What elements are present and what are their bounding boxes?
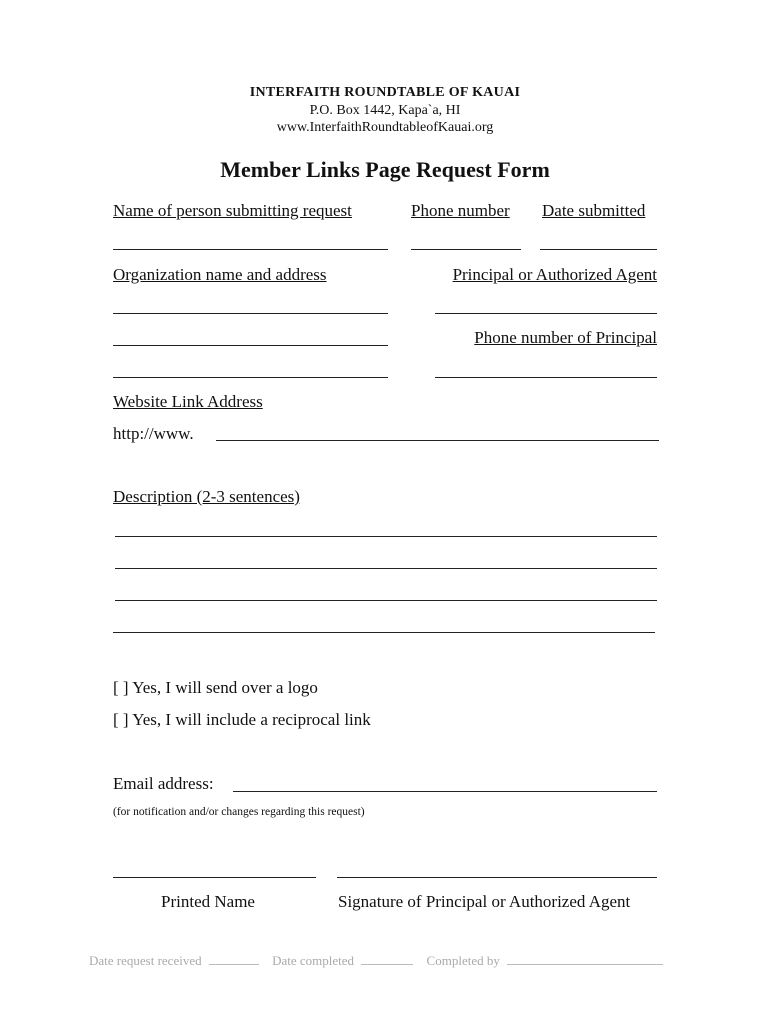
signature-field[interactable] (337, 877, 657, 878)
description-line-4[interactable] (113, 632, 655, 633)
description-line-1[interactable] (115, 536, 657, 537)
organization-website: www.InterfaithRoundtableofKauai.org (276, 120, 494, 135)
date-completed-label: Date completed (272, 953, 355, 968)
description-label: Description (2-3 sentences) (113, 487, 300, 506)
phone-principal-field[interactable] (435, 377, 657, 378)
email-field[interactable] (233, 791, 657, 792)
reciprocal-link-checkbox[interactable]: [ ] Yes, I will include a reciprocal link (113, 710, 371, 729)
organization-field-line-3[interactable] (113, 377, 388, 378)
organization-label: Organization name and address (113, 265, 327, 284)
organization-heading: INTERFAITH ROUNDTABLE OF KAUAI (249, 85, 521, 100)
phone-principal-label: Phone number of Principal (474, 328, 657, 347)
completed-by-label: Completed by (426, 953, 500, 968)
date-submitted-label: Date submitted (542, 201, 646, 220)
office-use-footer (89, 953, 663, 969)
email-note: (for notification and/or changes regarding this request) (113, 806, 365, 818)
organization-field-line-1[interactable] (113, 313, 388, 314)
website-url-field[interactable] (216, 440, 659, 441)
principal-agent-field[interactable] (435, 313, 657, 314)
date-received-blank (209, 953, 259, 965)
form-title: Member Links Page Request Form (220, 157, 550, 182)
phone-number-label: Phone number (411, 201, 510, 220)
logo-checkbox[interactable]: [ ] Yes, I will send over a logo (113, 678, 318, 697)
printed-name-label: Printed Name (161, 892, 255, 911)
website-link-label: Website Link Address (113, 392, 263, 411)
signature-label: Signature of Principal or Authorized Agent (338, 892, 631, 911)
completed-by-blank (507, 953, 663, 965)
organization-address: P.O. Box 1442, Kapa`a, HI (309, 103, 461, 118)
description-line-3[interactable] (115, 600, 657, 601)
principal-agent-label: Principal or Authorized Agent (452, 265, 657, 284)
name-submitting-field[interactable] (113, 249, 388, 250)
date-completed-blank (361, 953, 413, 965)
printed-name-field[interactable] (113, 877, 316, 878)
email-label: Email address: (113, 774, 214, 793)
url-prefix: http://www. (113, 424, 194, 443)
description-line-2[interactable] (115, 568, 657, 569)
organization-field-line-2[interactable] (113, 345, 388, 346)
date-received-label: Date request received (89, 953, 202, 968)
phone-number-field[interactable] (411, 249, 521, 250)
date-submitted-field[interactable] (540, 249, 657, 250)
name-submitting-label: Name of person submitting request (113, 201, 352, 220)
